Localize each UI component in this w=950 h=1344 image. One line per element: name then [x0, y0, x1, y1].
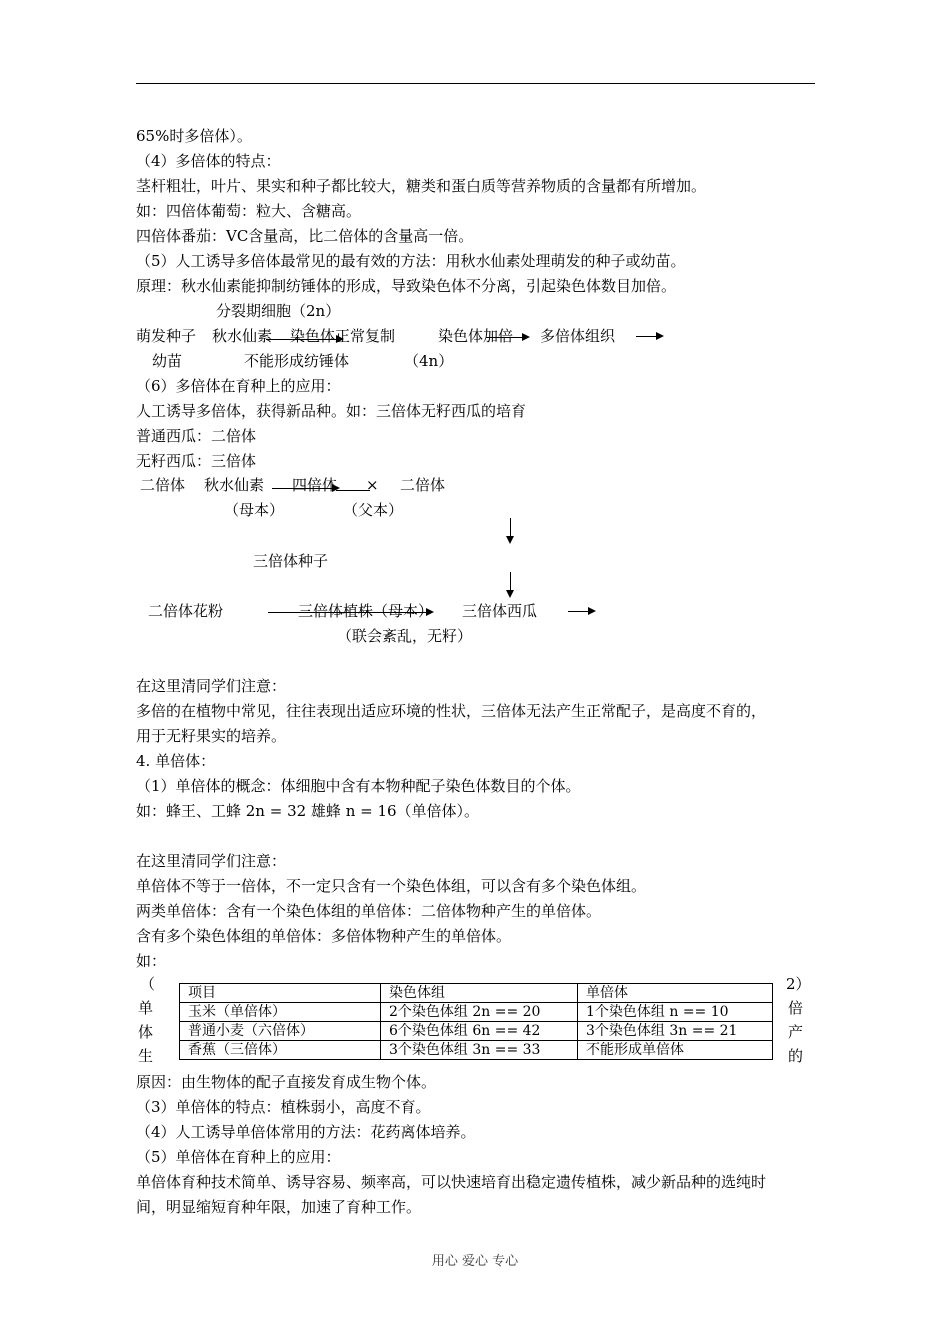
- diagram1-no-spindle: 不能形成纺锤体: [244, 352, 350, 370]
- table-cell: 2个染色体组 2n == 20: [381, 1003, 578, 1022]
- table-header-row: [180, 984, 773, 1003]
- text-line: 原理：秋水仙素能抑制纺锤体的形成，导致染色体不分离，引起染色体数目加倍。: [136, 277, 677, 295]
- text-line: 两类单倍体：含有一个染色体组的单倍体：二倍体物种产生的单倍体。: [136, 902, 602, 920]
- table-row: [180, 1041, 773, 1060]
- side-char: （: [140, 975, 156, 993]
- diagram2-diploid: 二倍体: [140, 476, 186, 494]
- arrow-icon: [486, 337, 528, 338]
- text-line: 65%时多倍体）。: [136, 127, 252, 145]
- diagram1-seedling: 幼苗: [152, 352, 183, 370]
- diagram2-diploid-pollen: 二倍体花粉: [148, 602, 224, 620]
- text-line: 在这里清同学们注意：: [136, 852, 287, 870]
- text-line: 单倍体不等于一倍体，不一定只含有一个染色体组，可以含有多个染色体组。: [136, 877, 647, 895]
- text-line: （3）单倍体的特点：植株弱小，高度不育。: [136, 1098, 431, 1116]
- arrow-icon: [636, 336, 662, 337]
- header-rule: [136, 83, 815, 84]
- table-header-cell: 项目: [180, 984, 381, 1003]
- text-line: 用于无籽果实的培养。: [136, 727, 287, 745]
- text-line: 如：蜂王、工蜂 2n = 32 雄蜂 n = 16（单倍体）。: [136, 802, 480, 820]
- diagram2-father: （父本）: [343, 501, 404, 519]
- diagram2-mother: （母本）: [224, 501, 285, 519]
- diagram1-colchicine: 秋水仙素: [212, 327, 273, 345]
- diagram2-triploid-watermelon: 三倍体西瓜: [462, 602, 538, 620]
- text-line: （4）多倍体的特点：: [136, 152, 281, 170]
- down-arrow-icon: [510, 572, 511, 596]
- table-cell: 香蕉（三倍体）: [180, 1041, 381, 1060]
- text-line: 人工诱导多倍体，获得新品种。如：三倍体无籽西瓜的培育: [136, 402, 527, 420]
- text-line: 如：四倍体葡萄：粒大、含糖高。: [136, 202, 362, 220]
- diagram1-polyploid-tissue: 多倍体组织: [540, 327, 616, 345]
- text-line: （6）多倍体在育种上的应用：: [136, 377, 341, 395]
- diagram2-triploid-plant: 三倍体植株（母本）: [298, 602, 434, 620]
- side-char: 产: [788, 1023, 804, 1041]
- down-arrow-icon: [510, 518, 511, 542]
- diagram1-doubling: 染色体加倍: [438, 327, 514, 345]
- text-line: 四倍体番茄：VC含量高，比二倍体的含量高一倍。: [136, 227, 474, 245]
- text-line: 如：: [136, 952, 167, 970]
- text-line: 单倍体育种技术简单、诱导容易、频率高，可以快速培育出稳定遗传植株，减少新品种的选纯时: [136, 1173, 767, 1191]
- table-cell: 3个染色体组 3n == 21: [578, 1022, 773, 1041]
- text-line: 4. 单倍体：: [136, 752, 216, 770]
- page-footer: 用心 爱心 专心: [431, 1254, 519, 1269]
- table-cell: 普通小麦（六倍体）: [180, 1022, 381, 1041]
- text-line: 多倍的在植物中常见，往往表现出适应环境的性状，三倍体无法产生正常配子，是高度不育的，: [136, 702, 767, 720]
- table-header-cell: 染色体组: [381, 984, 578, 1003]
- text-line: （5）单倍体在育种上的应用：: [136, 1148, 341, 1166]
- arrow-icon: [268, 612, 432, 613]
- arrow-icon: [272, 488, 338, 489]
- text-line: （4）人工诱导单倍体常用的方法：花药离体培养。: [136, 1123, 476, 1141]
- diagram1-top-label: 分裂期细胞（2n）: [216, 302, 341, 320]
- side-char: 体: [138, 1023, 154, 1041]
- text-line: 无籽西瓜：三倍体: [136, 452, 257, 470]
- diagram1-normal-replication: 染色体正常复制: [290, 327, 396, 345]
- text-line: 含有多个染色体组的单倍体：多倍体物种产生的单倍体。: [136, 927, 512, 945]
- text-line: 原因：由生物体的配子直接发育成生物个体。: [136, 1073, 437, 1091]
- side-char: 单: [138, 999, 154, 1017]
- table-cell: 1个染色体组 n == 10: [578, 1003, 773, 1022]
- diagram2-diploid-father: 二倍体: [400, 476, 446, 494]
- diagram2-colchicine: 秋水仙素: [204, 476, 265, 494]
- table-cell: 3个染色体组 3n == 33: [381, 1041, 578, 1060]
- haploid-table: [179, 983, 773, 1060]
- side-char: 的: [788, 1047, 804, 1065]
- table-row: [180, 1022, 773, 1041]
- table-header-cell: 单倍体: [578, 984, 773, 1003]
- table-cell: 6个染色体组 6n == 42: [381, 1022, 578, 1041]
- text-line: （1）单倍体的概念：体细胞中含有本物种配子染色体数目的个体。: [136, 777, 581, 795]
- cross-icon: ×: [366, 476, 379, 494]
- table-cell: 不能形成单倍体: [578, 1041, 773, 1060]
- connector-line: [336, 490, 370, 491]
- diagram1-4n: （4n）: [404, 352, 454, 370]
- table-cell: 玉米（单倍体）: [180, 1003, 381, 1022]
- side-char: 2）: [786, 975, 811, 993]
- arrow-icon: [266, 339, 342, 340]
- diagram2-tetraploid: 四倍体: [292, 476, 338, 494]
- table-row: [180, 1003, 773, 1022]
- text-line: 普通西瓜：二倍体: [136, 427, 257, 445]
- text-line: 茎杆粗壮，叶片、果实和种子都比较大，糖类和蛋白质等营养物质的含量都有所增加。: [136, 177, 707, 195]
- diagram1-seed: 萌发种子: [136, 327, 197, 345]
- side-char: 倍: [788, 999, 804, 1017]
- text-line: （5）人工诱导多倍体最常见的最有效的方法：用秋水仙素处理萌发的种子或幼苗。: [136, 252, 686, 270]
- diagram2-note: （联会紊乱，无籽）: [337, 627, 473, 645]
- arrow-icon: [568, 611, 594, 612]
- text-line: 间，明显缩短育种年限，加速了育种工作。: [136, 1198, 422, 1216]
- side-char: 生: [138, 1047, 154, 1065]
- text-line: 在这里清同学们注意：: [136, 677, 287, 695]
- diagram2-triploid-seed: 三倍体种子: [253, 552, 329, 570]
